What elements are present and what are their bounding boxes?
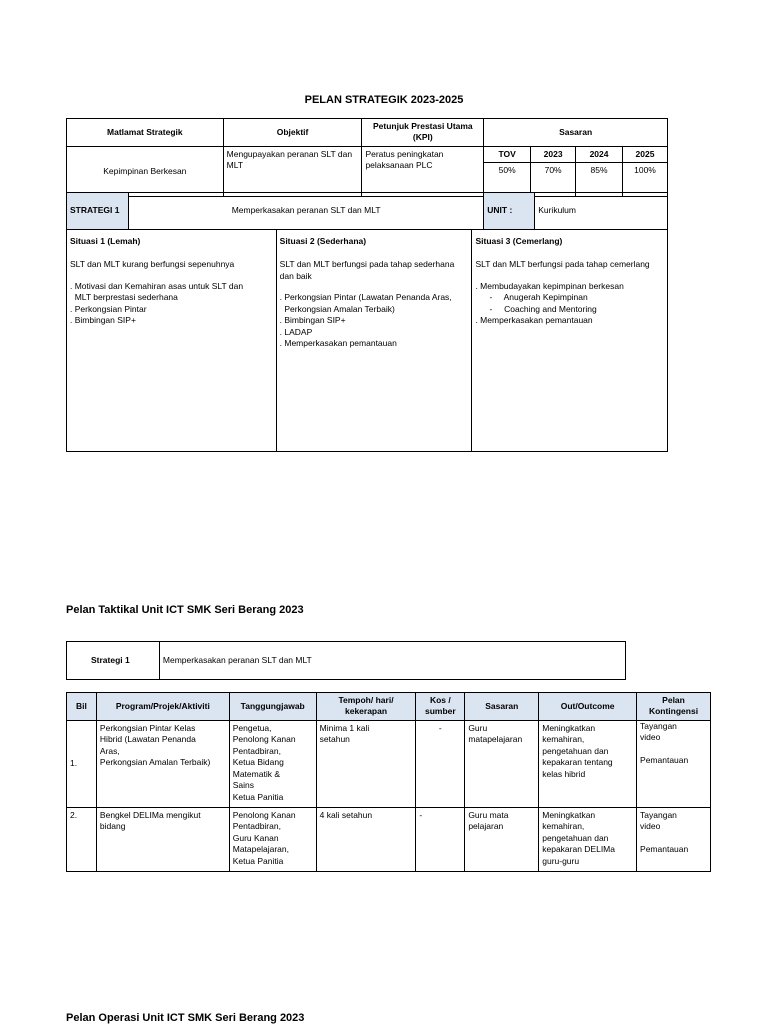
situation-1-item: MLT berprestasi sederhana	[70, 292, 178, 303]
strategy-text: Memperkasakan peranan SLT dan MLT	[128, 193, 483, 230]
row-2-kos: -	[416, 807, 465, 871]
situation-1-title: Situasi 1 (Lemah)	[70, 236, 141, 246]
situation-2-desc: SLT dan MLT berfungsi pada tahap sederhana dan baik	[279, 259, 455, 281]
situation-2	[276, 230, 472, 452]
situation-2-item: Perkongsian Amalan Terbaik)	[279, 303, 395, 314]
unit-value: Kurikulum	[535, 193, 668, 230]
table-row	[67, 807, 711, 871]
situation-1-item: . Motivasi dan Kemahiran asas untuk SLT dan	[70, 280, 244, 291]
row-1-tempoh: Minima 1 kali setahun	[316, 720, 416, 807]
unit-label: UNIT :	[484, 193, 535, 230]
strategy-row-table	[66, 192, 668, 230]
situation-2-item: . Bimbingan SIP+	[279, 315, 346, 326]
row-1-outcome: Meningkatkan kemahiran, pengetahuan dan kepakaran tentang kelas hibrid	[539, 720, 637, 807]
situation-1-item: . Perkongsian Pintar	[70, 303, 147, 314]
situation-2-title: Situasi 2 (Sederhana)	[279, 236, 367, 246]
target-tov: 50%	[484, 163, 531, 197]
tactical-plan-title: Pelan Taktikal Unit ICT SMK Seri Berang 2023	[66, 604, 304, 616]
tactical-strategy-table	[66, 641, 626, 680]
col-bil: Bil	[67, 693, 97, 721]
row-1-tanggungjawab: Pengetua, Penolong Kanan Pentadbiran, Ketua Bidang Matematik & Sains Ketua Panitia	[229, 720, 316, 807]
year-2023: 2023	[531, 146, 576, 162]
col-tempoh: Tempoh/ hari/ kekerapan	[316, 693, 416, 721]
situation-3-item: - Coaching and Mentoring	[489, 303, 597, 314]
situations-table	[66, 229, 668, 452]
row-1-sasaran: Guru matapelajaran	[465, 720, 539, 807]
row-1-program: Perkongsian Pintar Kelas Hibrid (Lawatan Penanda Aras, Perkongsian Amalan Terbaik)	[96, 720, 229, 807]
strategic-plan-table	[66, 118, 668, 197]
objektif-value: Mengupayakan peranan SLT dan MLT	[223, 146, 362, 196]
row-2-tanggungjawab: Penolong Kanan Pentadbiran, Guru Kanan Matapelajaran, Ketua Panitia	[229, 807, 316, 871]
col-tanggungjawab: Tanggungjawab	[229, 693, 316, 721]
strategic-plan-title: PELAN STRATEGIK 2023-2025	[304, 94, 464, 106]
col-sasaran: Sasaran	[465, 693, 539, 721]
row-2-sasaran: Guru mata pelajaran	[465, 807, 539, 871]
situation-1-desc: SLT dan MLT kurang berfungsi sepenuhnya	[70, 259, 235, 270]
target-2023: 70%	[531, 163, 576, 197]
tactical-strategy-label: Strategi 1	[67, 642, 160, 680]
situation-2-item: . Memperkasakan pemantauan	[279, 338, 397, 349]
year-tov: TOV	[484, 146, 531, 162]
situation-3	[472, 230, 668, 452]
situation-2-item: . LADAP	[279, 326, 313, 337]
row-2-tempoh: 4 kali setahun	[316, 807, 416, 871]
row-1-kos: -	[416, 720, 465, 807]
table-row	[67, 720, 711, 807]
col-kos: Kos / sumber	[416, 693, 465, 721]
matlamat-value: Kepimpinan Berkesan	[67, 146, 224, 196]
tactical-strategy-text: Memperkasakan peranan SLT dan MLT	[159, 642, 625, 680]
operational-plan-title: Pelan Operasi Unit ICT SMK Seri Berang 2023	[66, 1012, 305, 1024]
situation-1	[67, 230, 277, 452]
row-1-bil: 1.	[67, 720, 97, 807]
row-2-bil: 2.	[67, 807, 97, 871]
strategy-label: STRATEGI 1	[67, 193, 129, 230]
kpi-value: Peratus peningkatan pelaksanaan PLC	[362, 146, 484, 196]
year-2025: 2025	[623, 146, 668, 162]
situation-3-title: Situasi 3 (Cemerlang)	[475, 236, 563, 246]
row-2-kontingensi: Tayangan video Pemantauan	[637, 807, 711, 871]
header-kpi: Petunjuk Prestasi Utama (KPI)	[362, 119, 484, 147]
year-2024: 2024	[576, 146, 623, 162]
situation-3-item: . Membudayakan kepimpinan berkesan	[475, 280, 624, 291]
situation-3-item: - Anugerah Kepimpinan	[489, 292, 588, 303]
header-matlamat: Matlamat Strategik	[67, 119, 224, 147]
col-outcome: Out/Outcome	[539, 693, 637, 721]
tactical-table	[66, 692, 711, 872]
target-2024: 85%	[576, 163, 623, 197]
situation-3-desc: SLT dan MLT berfungsi pada tahap cemerlang	[475, 259, 650, 270]
situation-3-item: . Memperkasakan pemantauan	[475, 315, 593, 326]
row-1-kontingensi: Tayangan video Pemantauan	[637, 720, 711, 807]
situation-2-item: . Perkongsian Pintar (Lawatan Penanda Aras,	[279, 292, 452, 303]
header-sasaran: Sasaran	[484, 119, 668, 147]
col-program: Program/Projek/Aktiviti	[96, 693, 229, 721]
row-2-program: Bengkel DELIMa mengikut bidang	[96, 807, 229, 871]
col-kontingensi: Pelan Kontingensi	[637, 693, 711, 721]
situation-1-item: . Bimbingan SIP+	[70, 315, 136, 326]
row-2-outcome: Meningkatkan kemahiran, pengetahuan dan kepakaran DELIMa guru-guru	[539, 807, 637, 871]
target-2025: 100%	[623, 163, 668, 197]
header-objektif: Objektif	[223, 119, 362, 147]
